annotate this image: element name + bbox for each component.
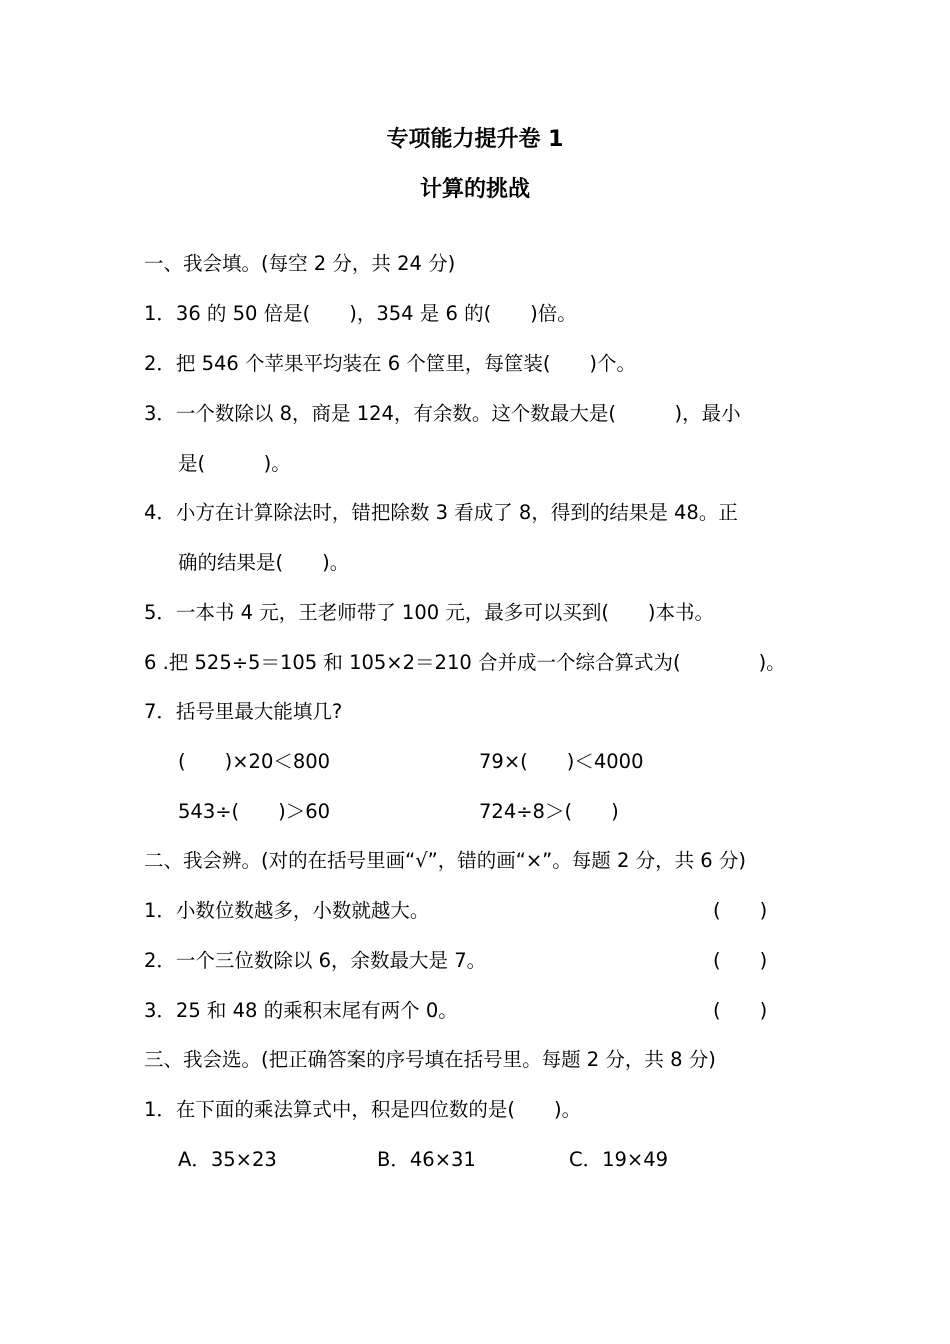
question-2-3: 3．25 和 48 的乘积末尾有两个 0。	[144, 999, 458, 1022]
section-3-heading: 三、我会选。(把正确答案的序号填在括号里。每题 2 分，共 8 分)	[144, 1048, 716, 1071]
page-title: 专项能力提升卷 1	[386, 127, 564, 152]
question-1-2: 2．把 546 个苹果平均装在 6 个筐里，每筐装( )个。	[144, 352, 637, 375]
question-1-7-d: 724÷8＞( )	[479, 800, 619, 823]
question-1-6: 6 .把 525÷5＝105 和 105×2＝210 合并成一个综合算式为( )。	[144, 651, 786, 674]
answer-paren-2-1: ( )	[713, 899, 768, 922]
option-b: B．46×31	[377, 1148, 476, 1171]
question-1-7-a: ( )×20＜800	[178, 750, 331, 773]
question-3-1: 1．在下面的乘法算式中，积是四位数的是( )。	[144, 1098, 582, 1121]
section-2-heading: 二、我会辨。(对的在括号里画“√”，错的画“×”。每题 2 分，共 6 分)	[144, 849, 746, 872]
page-subtitle: 计算的挑战	[419, 177, 530, 202]
answer-paren-2-2: ( )	[713, 949, 768, 972]
question-1-3-line2: 是( )。	[178, 452, 291, 475]
option-a: A．35×23	[178, 1148, 277, 1171]
question-2-1: 1．小数位数越多，小数就越大。	[144, 899, 430, 922]
question-1-7-c: 543÷( )＞60	[178, 800, 331, 823]
answer-paren-2-3: ( )	[713, 999, 768, 1022]
option-c: C．19×49	[569, 1148, 669, 1171]
question-1-7: 7．括号里最大能填几?	[144, 700, 343, 723]
question-1-3-line1: 3．一个数除以 8，商是 124，有余数。这个数最大是( )，最小	[144, 402, 741, 425]
question-2-2: 2．一个三位数除以 6，余数最大是 7。	[144, 949, 487, 972]
question-1-4-line1: 4．小方在计算除法时，错把除数 3 看成了 8，得到的结果是 48。正	[144, 501, 738, 524]
question-1-5: 5．一本书 4 元，王老师带了 100 元，最多可以买到( )本书。	[144, 601, 715, 624]
section-1-heading: 一、我会填。(每空 2 分，共 24 分)	[144, 252, 456, 275]
question-1-4-line2: 确的结果是( )。	[178, 551, 350, 574]
question-1-7-b: 79×( )＜4000	[479, 750, 644, 773]
question-1-1: 1．36 的 50 倍是( )，354 是 6 的( )倍。	[144, 302, 577, 325]
